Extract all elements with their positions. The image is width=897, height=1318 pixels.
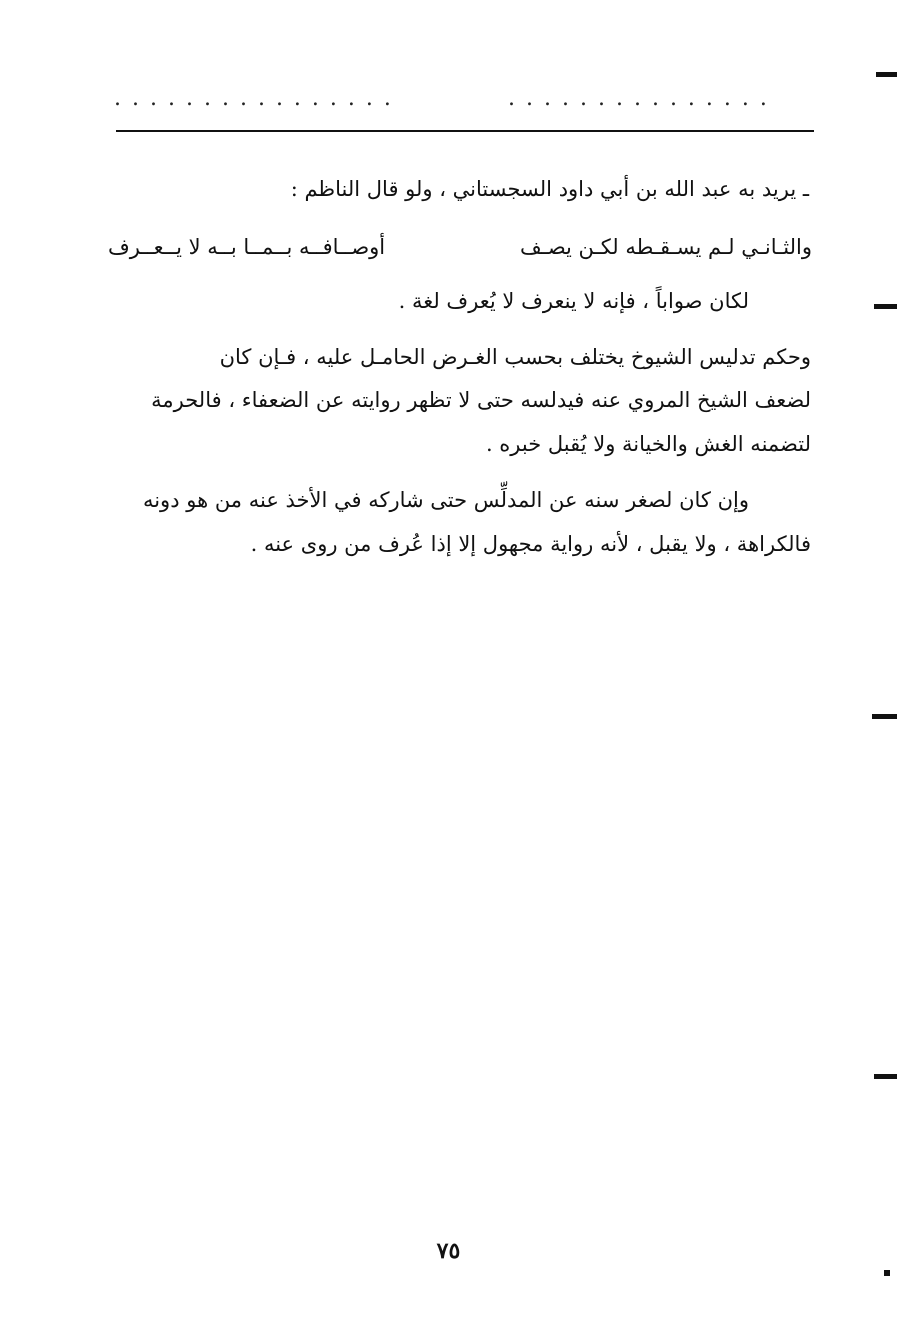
edge-mark [876,72,897,77]
edge-mark [874,304,897,309]
verse-first-hemistich: والثـانـي لـم يسـقـطه لكـن يصـف [519,235,812,259]
edge-mark [872,714,897,719]
paragraph-2-line-1: وحكم تدليس الشيوخ يختلف بحسب الغـرض الحامـل عليه ، فـإن كان [219,345,811,369]
paragraph-3-line-1: وإن كان لصغر سنه عن المدلِّس حتى شاركه في الأخذ عنه من هو دونه [142,488,749,512]
poem-verse [108,230,812,264]
text-line-1: ـ يريد به عبد الله بن أبي داود السجستاني ، ولو قال الناظم : [290,177,809,201]
paragraph-2-line-2: لضعف الشيخ المروي عنه فيدلسه حتى لا تظهر روايته عن الضعفاء ، فالحرمة [151,388,811,412]
paragraph-3-line-2: فالكراهة ، ولا يقبل ، لأنه رواية مجهول إلا إذا عُرف من روى عنه . [250,532,811,556]
footnote-rule [116,130,814,132]
paragraph-2-line-3: لتضمنه الغش والخيانة ولا يُقبل خبره . [485,432,811,456]
verse-dots-right: ............... [508,86,778,111]
edge-mark [874,1074,897,1079]
edge-mark [884,1270,890,1276]
verse-second-hemistich: أوصــافــه بــمــا بــه لا يــعــرف [108,235,386,259]
verse-dots-left: ................ [114,86,402,111]
page-number: ٧٥ [436,1238,461,1264]
text-line-3: لكان صواباً ، فإنه لا ينعرف لا يُعرف لغة . [398,289,749,313]
